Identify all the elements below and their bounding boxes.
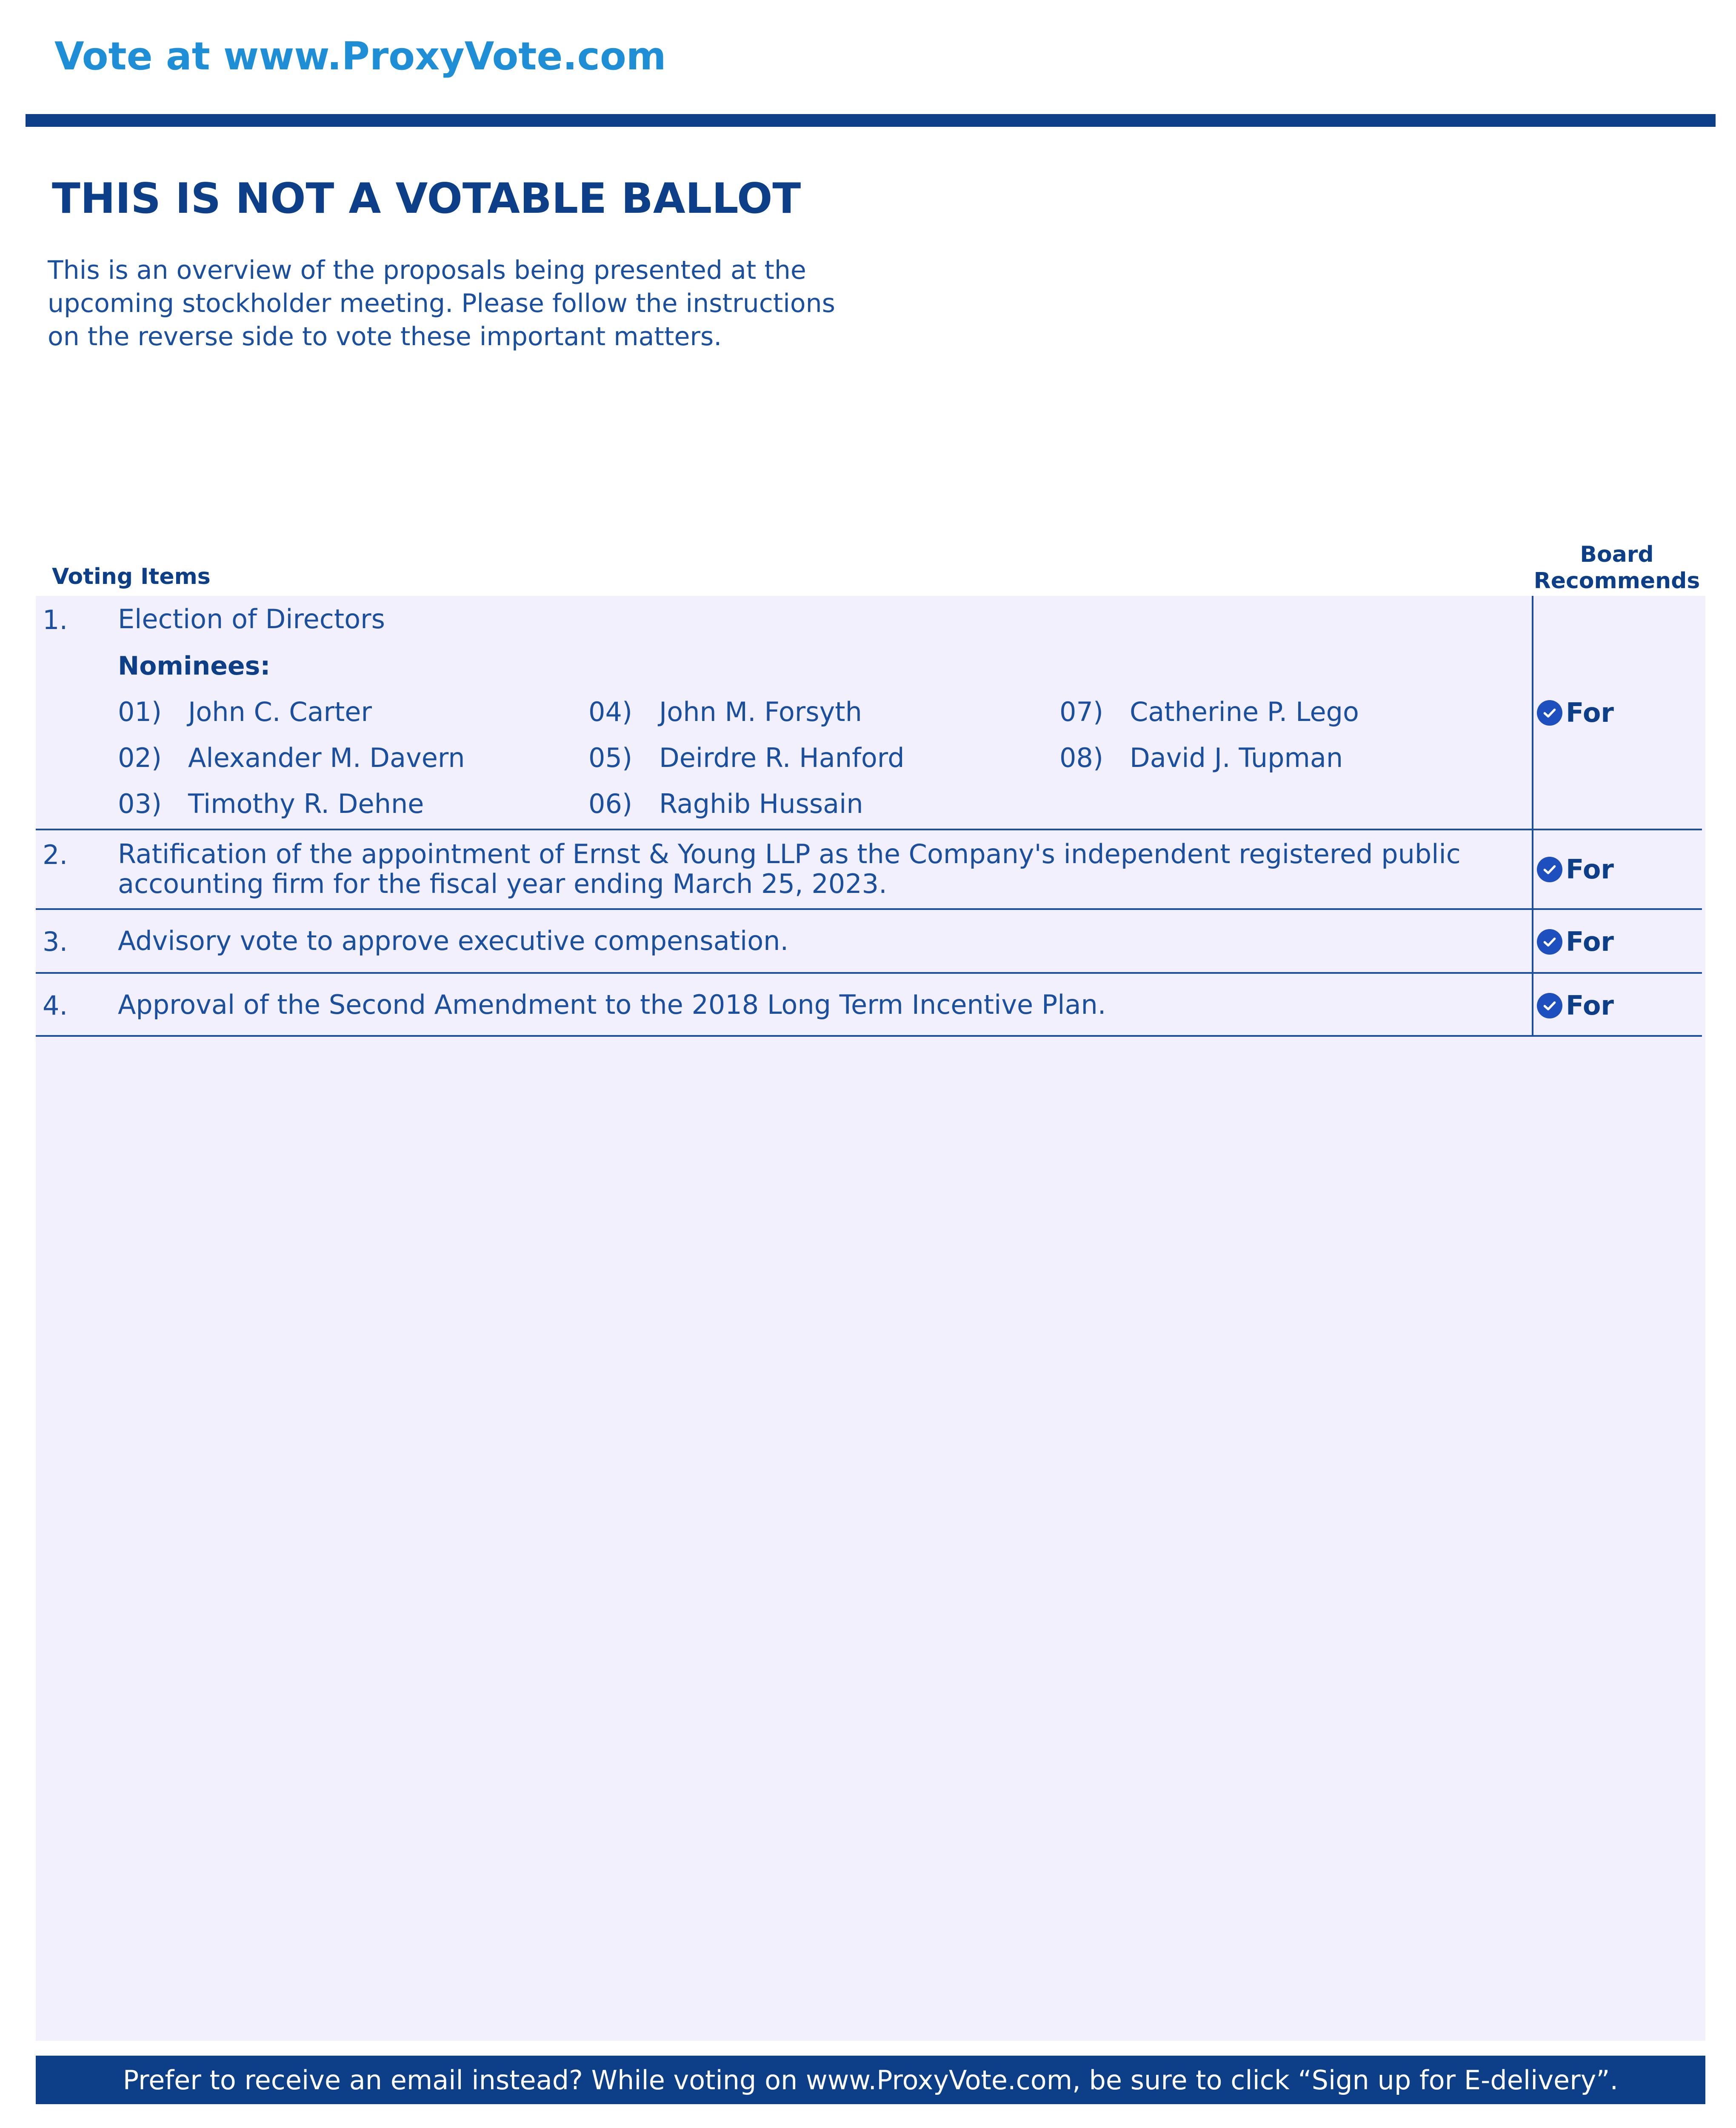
check-circle-icon	[1537, 993, 1562, 1018]
nominee-name: Timothy R. Dehne	[188, 788, 424, 819]
item-text: Election of Directors	[118, 604, 385, 635]
voting-items-header: Voting Items	[52, 564, 211, 589]
board-recommendation	[1537, 926, 1614, 957]
nominee-name: Alexander M. Davern	[188, 742, 465, 773]
item-number: 2.	[43, 839, 68, 870]
check-circle-icon	[1537, 857, 1562, 882]
recommendation-label: For	[1566, 990, 1614, 1021]
row-divider	[36, 829, 1702, 830]
proxyvote-link[interactable]: Vote at www.ProxyVote.com	[54, 34, 666, 79]
item-number: 1.	[43, 604, 68, 635]
board-recommendation	[1537, 854, 1614, 885]
nominee-number: 07)	[1059, 696, 1104, 727]
row-divider	[36, 972, 1702, 974]
footer-banner	[36, 2056, 1705, 2104]
intro-paragraph: This is an overview of the proposals being presented at the upcoming stockholder meeting. Please follow the instructions on the reverse side to vote these important matters.	[48, 255, 835, 352]
board-recommends-header	[1532, 541, 1702, 594]
item-number: 3.	[43, 926, 68, 957]
nominee-number: 05)	[588, 742, 633, 773]
nominee-name: David J. Tupman	[1130, 742, 1343, 773]
check-circle-icon	[1537, 929, 1562, 955]
nominees-label: Nominees:	[118, 651, 271, 681]
check-circle-icon	[1537, 700, 1562, 726]
nominee-name: Raghib Hussain	[659, 788, 863, 819]
item-number: 4.	[43, 990, 68, 1021]
item-text: Ratification of the appointment of Ernst & Young LLP as the Company's independent registered public accounting firm for the fiscal year ending March 25, 2023.	[118, 838, 1461, 899]
nominee-number: 08)	[1059, 742, 1104, 773]
nominee-number: 01)	[118, 696, 162, 727]
nominee-number: 02)	[118, 742, 162, 773]
board-recommendation	[1537, 990, 1614, 1021]
board-recommends-label-line1: Board	[1580, 542, 1654, 567]
nominee-number: 06)	[588, 788, 633, 819]
footer-text: Prefer to receive an email instead? While voting on www.ProxyVote.com, be sure to click “Sign up for E-delivery”.	[123, 2064, 1619, 2096]
nominee-name: John C. Carter	[188, 696, 372, 727]
nominee-number: 04)	[588, 696, 633, 727]
row-divider	[36, 908, 1702, 910]
header-divider	[26, 114, 1716, 127]
nominee-number: 03)	[118, 788, 162, 819]
page-title: THIS IS NOT A VOTABLE BALLOT	[52, 174, 801, 223]
nominee-name: John M. Forsyth	[659, 696, 862, 727]
nominee-name: Deirdre R. Hanford	[659, 742, 905, 773]
item-text: Approval of the Second Amendment to the 2018 Long Term Incentive Plan.	[118, 989, 1106, 1020]
recommendation-label: For	[1566, 697, 1614, 728]
nominee-name: Catherine P. Lego	[1130, 696, 1359, 727]
item-text: Advisory vote to approve executive compensation.	[118, 925, 789, 956]
recommendation-label: For	[1566, 926, 1614, 957]
board-recommends-label-line2: Recommends	[1533, 568, 1700, 594]
board-recommendation	[1537, 697, 1614, 728]
row-divider	[36, 1035, 1702, 1037]
recommendation-label: For	[1566, 854, 1614, 885]
recommendation-column-divider	[1532, 596, 1533, 1036]
